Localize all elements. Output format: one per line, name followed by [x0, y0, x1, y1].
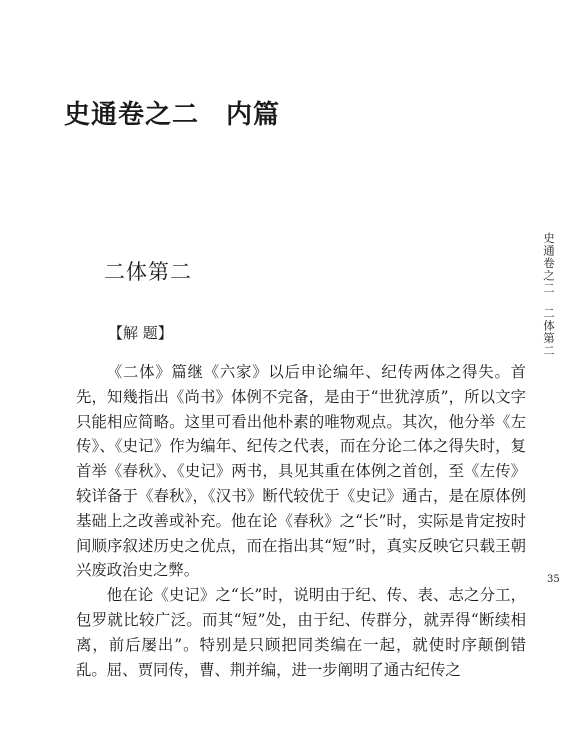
main-title: 史通卷之二 内篇: [64, 100, 281, 130]
section-label: 【解 题】: [108, 324, 173, 342]
page-number: 35: [547, 574, 560, 585]
body-text: [76, 360, 526, 682]
chapter-title: 二体第二: [104, 260, 192, 284]
running-header: 史通卷之二 二体第二: [542, 232, 556, 357]
paragraph-2: 他在论《史记》之“长”时，说明由于纪、传、表、志之分工，包罗就比较广泛。而其“短”处，由于纪、传群分，就弄得“断续相离，前后屡出”。特别是只顾把同类编在一起，就使时序颠倒错乱。屈、贾同传，曹、荆并编，进一步阐明了通古纪传之: [76, 586, 526, 679]
paragraph-1: 《二体》篇继《六家》以后申论编年、纪传两体之得失。首先，知幾指出《尚书》体例不完备，是由于“世犹淳质”，所以文字只能相应简略。这里可看出他朴素的唯物观点。其次，他分举《左传》、《史记》作为编年、纪传之代表，而在分论二体之得失时，复首举《春秋》、《史记》两书，具见其重在体例之首创，至《左传》较详备于《春秋》，《汉书》断代较优于《史记》通古，是在原体例基础上之改善或补充。他在论《春秋》之“长”时，实际是肯定按时间顺序叙述历史之优点，而在指出其“短”时，真实反映它只载王朝兴废政治史之弊。: [76, 363, 526, 580]
